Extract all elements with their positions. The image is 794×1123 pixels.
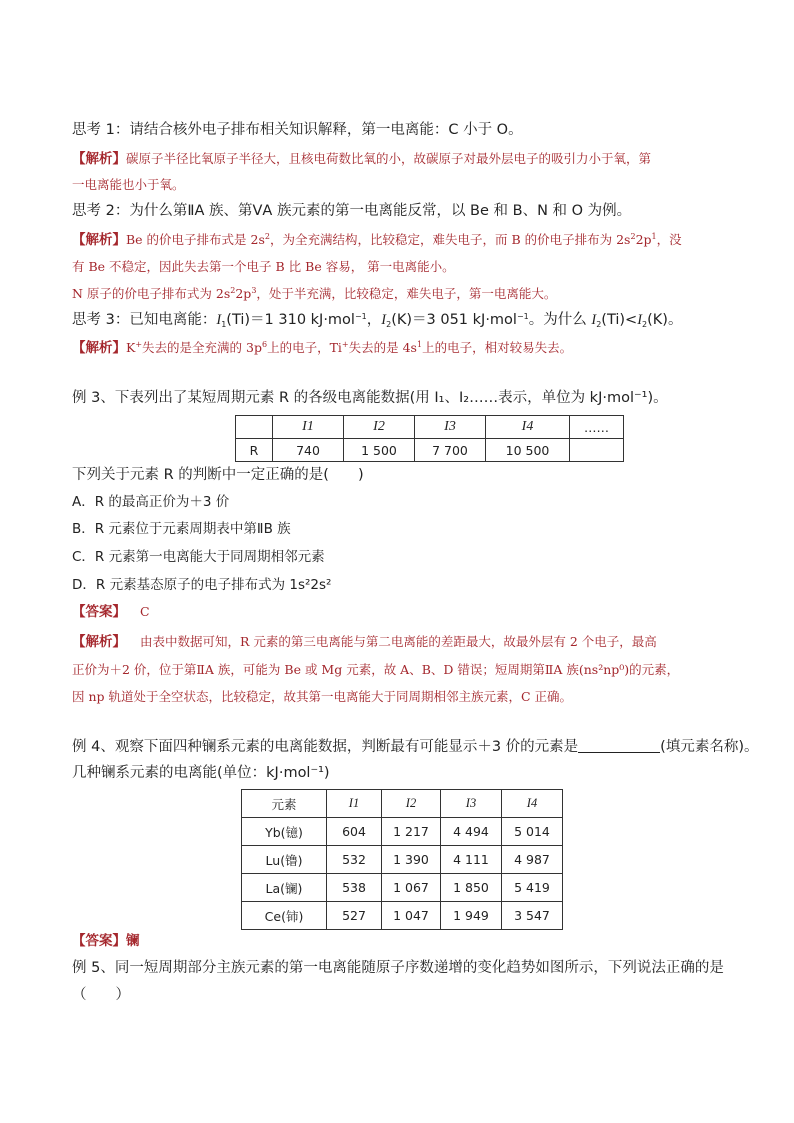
ex4-caption: 几种镧系元素的电离能(单位：kJ·mol⁻¹) (72, 765, 330, 781)
table-row (236, 439, 624, 462)
table-cell: 1 850 (441, 874, 502, 902)
text: I2 (373, 419, 385, 434)
answer-blank[interactable] (578, 738, 660, 753)
text: 失去的是全充满的 3p (142, 340, 262, 355)
table-cell: 1 949 (441, 902, 502, 930)
think2-question: 思考 2：为什么第ⅡA 族、第ⅤA 族元素的第一电离能反常，以 Be 和 B、N 和 O 为例。 (72, 203, 632, 219)
text: (Ti)＝1 310 kJ·mol (226, 312, 355, 328)
ex3-option-d: D．R 元素基态原子的电子排布式为 1s²2s² (72, 577, 332, 593)
table-cell: Lu(镥) (242, 846, 327, 874)
table-header-cell (273, 416, 344, 439)
table-cell: 1 047 (382, 902, 441, 930)
analysis-tag: 【解析】 (72, 340, 126, 356)
ex3-analysis-line3: 因 np 轨道处于全空状态，比较稳定，故其第一电离能大于同周期相邻主族元素，C 正确。 (72, 689, 573, 704)
table-cell: Yb(镱) (242, 818, 327, 846)
table-cell (236, 416, 273, 439)
ex3-option-c: C．R 元素第一电离能大于同周期相邻元素 (72, 549, 325, 565)
table-cell: 740 (273, 439, 344, 462)
text: K (126, 340, 136, 355)
table-header-cell: I1 (327, 790, 382, 818)
text: (K)＝3 051 kJ·mol (391, 312, 517, 328)
table-cell: 5 419 (502, 874, 563, 902)
analysis-tag: 【解析】 (72, 232, 126, 248)
ex5-stem: 例 5、同一短周期部分主族元素的第一电离能随原子序数递增的变化趋势如图所示，下列说法正确的是 (72, 960, 724, 976)
table-cell: 604 (327, 818, 382, 846)
table-row (242, 902, 563, 930)
ex3-analysis-line2: 正价为＋2 价，位于第ⅡA 族，可能为 Be 或 Mg 元素，故 A、B、D 错误；短周期第ⅡA 族(ns²np⁰)的元素， (72, 662, 680, 677)
table-cell: 3 547 (502, 902, 563, 930)
table-cell: 1 390 (382, 846, 441, 874)
analysis-tag: 【解析】 (72, 151, 126, 167)
table-cell: 527 (327, 902, 382, 930)
think1-analysis-line2: 一电离能也小于氧。 (72, 177, 185, 192)
ex3-answer (72, 603, 150, 621)
table-header-cell (486, 416, 570, 439)
text: I4 (521, 419, 534, 434)
think1-analysis-line1 (72, 150, 651, 168)
text: 失去的是 4s (348, 340, 417, 355)
table-cell: 4 987 (502, 846, 563, 874)
answer-value: 镧 (126, 933, 140, 949)
table-header-cell: 元素 (242, 790, 327, 818)
analysis-text: 碳原子半径比氧原子半径大，且核电荷数比氧的小，故碳原子对最外层电子的吸引力小于氧，第 (126, 151, 652, 166)
table-cell: 4 111 (441, 846, 502, 874)
text: (Ti)< (601, 312, 638, 328)
text: 2p (635, 232, 652, 247)
table-row (242, 818, 563, 846)
ex3-analysis-line1 (72, 633, 657, 651)
answer-tag: 【答案】 (72, 604, 126, 620)
table-row (236, 416, 624, 439)
think1-question: 思考 1：请结合核外电子排布相关知识解释，第一电离能：C 小于 O。 (72, 122, 523, 138)
table-cell: 538 (327, 874, 382, 902)
text: 上的电子，相对较易失去。 (422, 340, 573, 355)
text: I1 (302, 419, 314, 434)
text: 上的电子，Ti (267, 340, 342, 355)
text: (K)。 (647, 312, 683, 328)
table-cell (570, 439, 624, 462)
think2-analysis-line1: 【解析】Be 的价电子排布式是 $2s^2$，为全充满结构，比较稳定，难失电子，而 B 的价电子排布为 $2s^22p^1$，没 (72, 232, 682, 248)
think3-analysis: 【解析】K+失去的是全充满的 $3p^6$上的电子，Ti+失去的是 $4s^1$上的电子，相对较易失去。 (72, 340, 573, 356)
table-cell: 10 500 (486, 439, 570, 462)
answer-tag: 【答案】 (72, 933, 126, 949)
ex3-question: 下列关于元素 R 的判断中一定正确的是( ) (72, 467, 364, 483)
text: I3 (444, 419, 456, 434)
text: 2p (235, 286, 252, 301)
table-header-cell: I2 (382, 790, 441, 818)
ex4-stem (72, 738, 759, 756)
ex3-table (235, 415, 624, 462)
table-header-cell: I4 (502, 790, 563, 818)
table-cell: 1 067 (382, 874, 441, 902)
table-row (242, 790, 563, 818)
table-row (242, 874, 563, 902)
text: 例 4、观察下面四种镧系元素的电离能数据，判断最有可能显示＋3 价的元素是 (72, 739, 579, 755)
table-header-cell (344, 416, 415, 439)
text: ，处于半充满，比较稳定，难失电子，第一电离能大。 (256, 286, 557, 301)
table-cell: 7 700 (415, 439, 486, 462)
text: 。为什么 (528, 312, 592, 328)
text: 思考 3：已知电离能： (72, 312, 217, 328)
table-cell: 5 014 (502, 818, 563, 846)
text: Be 的价电子排布式是 2s (126, 232, 265, 247)
table-header-cell (415, 416, 486, 439)
analysis-tag: 【解析】 (72, 634, 126, 650)
table-cell: R (236, 439, 273, 462)
answer-value: C (140, 604, 150, 619)
ex4-answer (72, 932, 140, 950)
table-header-cell: …… (570, 416, 624, 439)
text: (填元素名称)。 (660, 739, 759, 755)
table-cell: La(镧) (242, 874, 327, 902)
table-row (242, 846, 563, 874)
ex5-paren: （ ） (72, 987, 130, 1003)
text: N 原子的价电子排布式为 2s (72, 286, 231, 301)
analysis-text: 由表中数据可知，R 元素的第三电离能与第二电离能的差距最大，故最外层有 2 个电子，最高 (140, 634, 657, 649)
text: ，没 (656, 232, 682, 247)
ex4-table (241, 789, 563, 930)
ex3-stem: 例 3、下表列出了某短周期元素 R 的各级电离能数据(用 I₁、I₂……表示，单位为 kJ·mol⁻¹)。 (72, 390, 668, 406)
table-cell: Ce(铈) (242, 902, 327, 930)
text: ，为全充满结构，比较稳定，难失电子，而 B 的价电子排布为 2s (270, 232, 631, 247)
think2-analysis-line2: 有 Be 不稳定，因此失去第一个电子 B 比 Be 容易， 第一电离能小。 (72, 259, 455, 274)
table-header-cell: I3 (441, 790, 502, 818)
table-cell: 1 217 (382, 818, 441, 846)
table-cell: 1 500 (344, 439, 415, 462)
think2-analysis-line3: N 原子的价电子排布式为 $2s^22p^3$，处于半充满，比较稳定，难失电子，第一电离能大。 (72, 286, 557, 301)
ex3-option-a: A．R 的最高正价为＋3 价 (72, 494, 230, 510)
text: ， (366, 312, 382, 328)
table-cell: 532 (327, 846, 382, 874)
think3-question: 思考 3：已知电离能：$I_1(Ti)=1$ 310 kJ·mol$^{-1}$，$I_2(K)=3$ 051 kJ·mol$^{-1}$。为什么 $I_2(Ti)<I_2(K)$。 (72, 312, 683, 329)
ex3-option-b: B．R 元素位于元素周期表中第ⅡB 族 (72, 521, 291, 537)
table-cell: 4 494 (441, 818, 502, 846)
